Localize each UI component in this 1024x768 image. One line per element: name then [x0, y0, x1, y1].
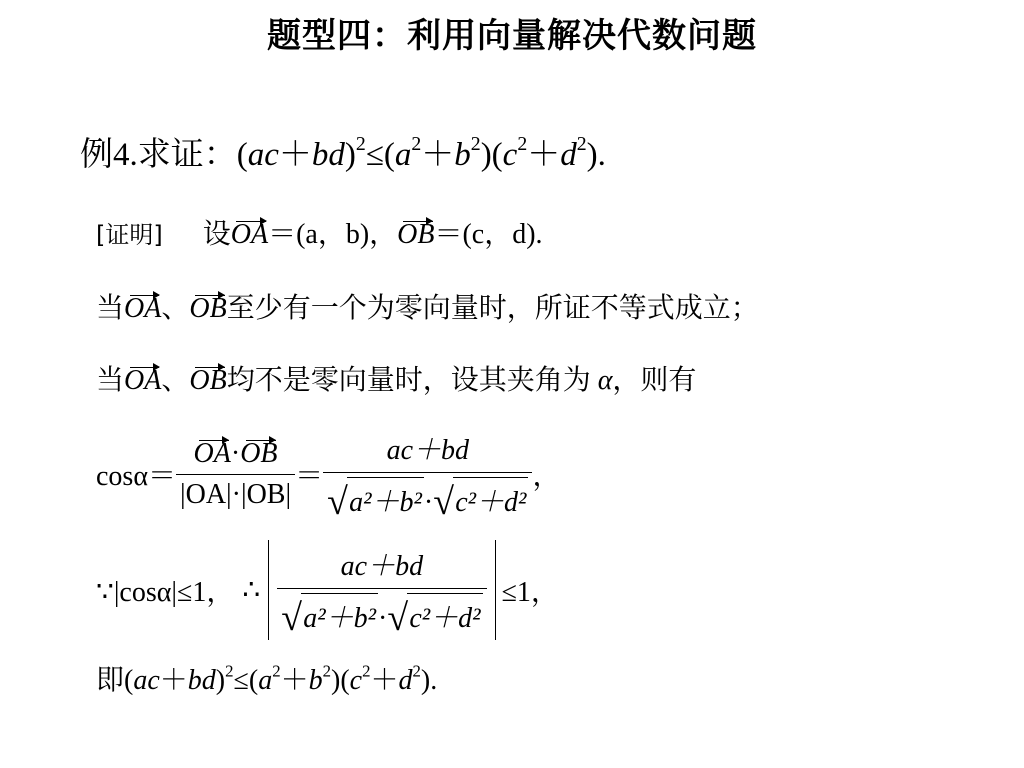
case-one-line: [96, 286, 759, 326]
vector-oa: OA: [230, 219, 269, 250]
therefore-symbol: ∴: [242, 575, 261, 606]
separator: 、: [161, 365, 190, 396]
sqrt-ab: √ a²＋b²: [327, 477, 424, 520]
vector-ob: OB: [240, 437, 278, 469]
vector-oa: OA: [193, 437, 231, 469]
bound-fraction: [277, 544, 486, 640]
problem-prefix: 例4.求证：: [80, 137, 237, 173]
proof-setup: [96, 212, 543, 252]
equals-sign: ＝: [295, 461, 324, 492]
case-two-suffix: ，则有: [612, 365, 697, 396]
vector-ob: OB: [189, 293, 227, 324]
vector-oa: OA: [124, 293, 162, 324]
sqrt-cd: √ c²＋d²: [387, 593, 482, 636]
leq-one: ≤1，: [501, 577, 559, 608]
dot: ·: [378, 603, 388, 634]
page-title: 题型四：利用向量解决代数问题: [267, 16, 757, 56]
case-two-prefix: 当: [96, 365, 125, 396]
case-two-line: [96, 358, 696, 398]
coordinate-fraction-denominator: [323, 473, 532, 524]
conclusion-inequality: $(ac+bd)^2\le(a^2+b^2)(c^2+d^2)$.: [124, 661, 438, 696]
proof-label: [证明]: [96, 221, 163, 249]
problem-statement: [80, 128, 606, 175]
sqrt-ab: √ a²＋b²: [281, 593, 378, 636]
cosine-fraction-denominator: |OA|·|OB|: [180, 478, 292, 510]
oa-definition: ＝(a，b)，: [268, 219, 398, 250]
vector-oa: OA: [124, 365, 162, 396]
because-clause: ∵|cosα|≤1，: [96, 577, 235, 608]
dot: ·: [230, 437, 241, 469]
bound-fraction-numerator: ac＋bd: [277, 544, 486, 589]
bound-fraction-denominator: [277, 589, 486, 640]
conclusion-line: [96, 658, 437, 698]
case-two-text: 均不是零向量时，设其夹角为: [226, 365, 591, 396]
dot: ·: [423, 487, 434, 518]
conclusion-prefix: 即: [96, 665, 125, 696]
coordinate-fraction-numerator: ac＋bd: [323, 428, 532, 473]
absolute-value-fraction: [268, 540, 495, 640]
cosine-equation: [96, 428, 561, 524]
problem-inequality: $(ac+bd)^2\le(a^2+b^2)(c^2+d^2)$.: [236, 133, 606, 173]
set-word: 设: [202, 219, 231, 250]
ob-definition: ＝(c，d).: [434, 219, 543, 250]
coordinate-fraction: [323, 428, 532, 524]
sqrt-cd: √ c²＋d²: [433, 477, 528, 520]
vector-ob: OB: [189, 365, 227, 396]
cosine-fraction: [176, 438, 295, 511]
bound-line: [96, 540, 559, 640]
separator: 、: [161, 293, 190, 324]
alpha-symbol: α: [597, 365, 613, 396]
case-one-prefix: 当: [96, 293, 125, 324]
case-one-text: 至少有一个为零向量时，所证不等式成立；: [226, 293, 759, 324]
cosine-fraction-numerator: [176, 438, 295, 475]
vector-ob: OB: [397, 219, 435, 250]
comma: ，: [532, 461, 561, 492]
cos-lhs: cosα＝: [96, 461, 176, 492]
